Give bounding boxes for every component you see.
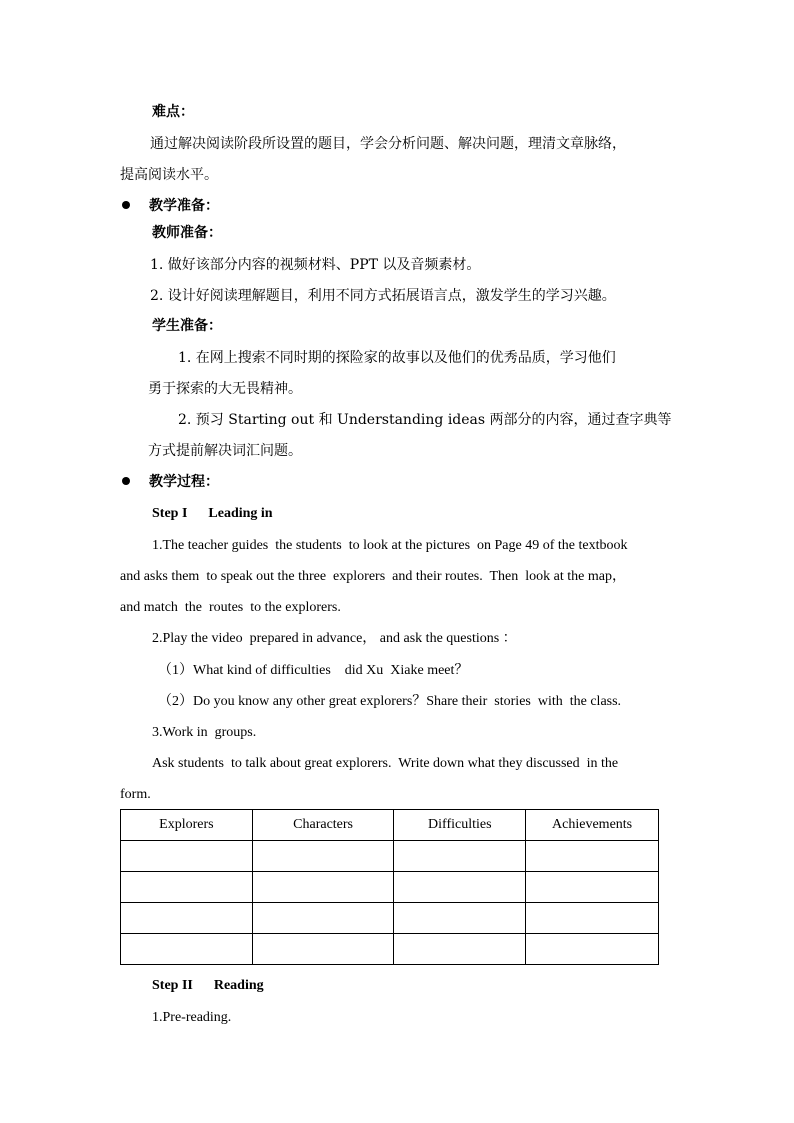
- step-1-paragraph-2: 2.Play the video prepared in advance， and ask the questions ：: [152, 631, 517, 646]
- difficulty-text-line-2: 提高阅读水平。: [120, 167, 218, 183]
- step-2-title: Step II Reading: [152, 978, 264, 993]
- table-row: [121, 872, 659, 903]
- student-prep-item-2-line-2: 方式提前解决词汇问题。: [148, 443, 302, 459]
- table-cell: [121, 841, 253, 872]
- table-cell: [252, 934, 394, 965]
- table-row: [121, 903, 659, 934]
- step-1-title: Step I Leading in: [152, 506, 273, 521]
- table-header-row: [121, 810, 659, 841]
- bullet-icon: [122, 477, 130, 485]
- step-1-question-2: （2）Do you know any other great explorers？Share their stories with the class.: [158, 694, 622, 709]
- table-header-cell: Explorers: [121, 810, 253, 841]
- step-1-paragraph-1-line-2: and asks them to speak out the three explorers and their routes. Then look at the map，: [120, 569, 626, 584]
- table-cell: [394, 872, 526, 903]
- table-cell: [121, 903, 253, 934]
- step-2-paragraph-1: 1.Pre-reading.: [152, 1010, 232, 1025]
- step-1-paragraph-4-line-2: form.: [120, 787, 151, 802]
- student-prep-item-1-line-1: 1. 在网上搜索不同时期的探险家的故事以及他们的优秀品质，学习他们: [178, 350, 616, 366]
- difficulty-heading: 难点：: [152, 104, 194, 120]
- table-cell: [394, 903, 526, 934]
- table-cell: [252, 872, 394, 903]
- student-prep-item-2-line-1: 2. 预习 Starting out 和 Understanding ideas 两部分的内容，通过查字典等: [178, 412, 672, 428]
- step-1-paragraph-3: 3.Work in groups.: [152, 725, 257, 740]
- table-row: [121, 934, 659, 965]
- table-cell: [394, 841, 526, 872]
- table-cell: [121, 872, 253, 903]
- teacher-prep-item-1: 1. 做好该部分内容的视频材料、PPT 以及音频素材。: [150, 257, 481, 273]
- table-cell: [526, 934, 659, 965]
- step-1-paragraph-1-line-1: 1.The teacher guides the students to look at the pictures on Page 49 of the textbook: [152, 538, 628, 553]
- table-header-cell: Difficulties: [394, 810, 526, 841]
- table-header-cell: Achievements: [526, 810, 659, 841]
- teacher-prep-heading: 教师准备：: [152, 225, 222, 241]
- teacher-prep-item-2: 2. 设计好阅读理解题目，利用不同方式拓展语言点，激发学生的学习兴趣。: [150, 288, 616, 304]
- difficulty-text-line-1: 通过解决阅读阶段所设置的题目，学会分析问题、解决问题，理清文章脉络，: [150, 136, 626, 152]
- step-1-paragraph-4-line-1: Ask students to talk about great explorers. Write down what they discussed in the: [152, 756, 619, 771]
- student-prep-heading: 学生准备：: [152, 318, 222, 334]
- preparation-heading: 教学准备：: [149, 198, 219, 214]
- step-1-paragraph-1-line-3: and match the routes to the explorers.: [120, 600, 341, 615]
- table-cell: [526, 872, 659, 903]
- table-cell: [526, 903, 659, 934]
- explorers-form-table: [120, 809, 659, 965]
- table-cell: [394, 934, 526, 965]
- table-header-cell: Characters: [252, 810, 394, 841]
- process-heading: 教学过程：: [149, 474, 219, 490]
- step-1-question-1: （1）What kind of difficulties did Xu Xiake meet？: [158, 663, 469, 678]
- student-prep-item-1-line-2: 勇于探索的大无畏精神。: [148, 381, 302, 397]
- table-row: [121, 841, 659, 872]
- bullet-icon: [122, 201, 130, 209]
- table-cell: [252, 841, 394, 872]
- table-cell: [526, 841, 659, 872]
- table-cell: [252, 903, 394, 934]
- table-cell: [121, 934, 253, 965]
